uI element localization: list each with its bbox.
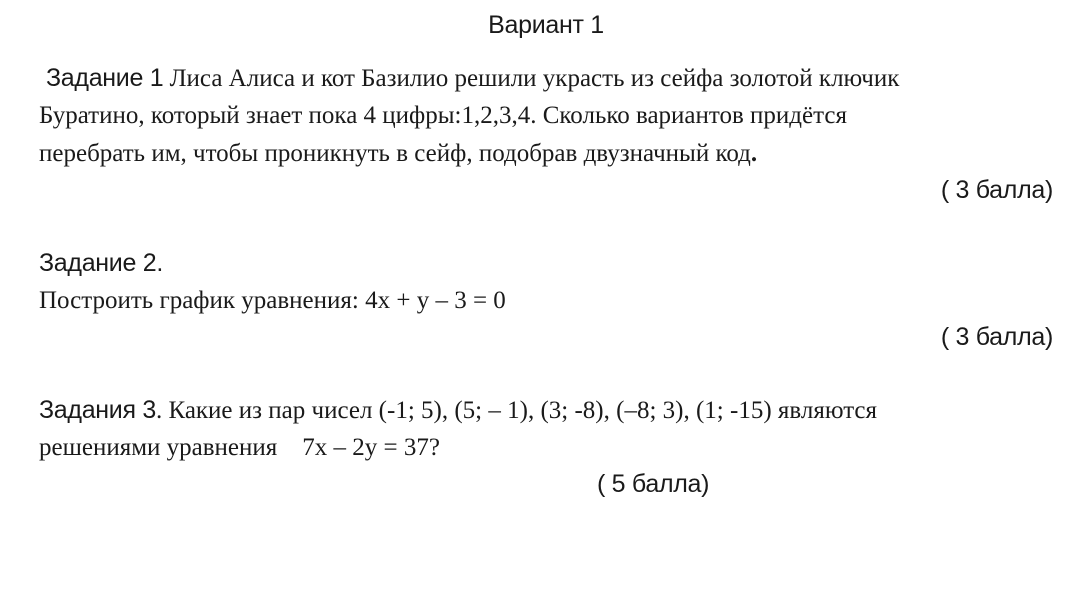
task1-text-3: перебрать им, чтобы проникнуть в сейф, подобрав двузначный код bbox=[39, 140, 751, 167]
task1-line1 bbox=[46, 63, 899, 94]
task3-score: ( 5 балла) bbox=[597, 470, 710, 498]
task1-score: ( 3 балла) bbox=[940, 176, 1053, 204]
task2-text-1: Построить график уравнения: 4х + у – 3 = 0 bbox=[39, 287, 506, 314]
task3-text-1: . Какие из пар чисел (-1; 5), (5; – 1), (3; -8), (–8; 3), (1; -15) являются bbox=[155, 397, 878, 424]
task1-text-2: Буратино, который знает пока 4 цифры:1,2,3,4. Сколько вариантов придётся bbox=[39, 102, 847, 129]
task2-label: Задание 2. bbox=[39, 249, 163, 277]
task3-text-2: решениями уравнения 7х – 2у = 37? bbox=[39, 434, 440, 461]
task3-label: Задания 3 bbox=[39, 396, 156, 424]
task2-score: ( 3 балла) bbox=[940, 323, 1053, 351]
task1-line3 bbox=[39, 139, 757, 169]
variant-title: Вариант 1 bbox=[488, 11, 604, 39]
task1-text-3-end: . bbox=[750, 140, 758, 167]
task3-line1 bbox=[39, 395, 877, 426]
task1-text-1: Лиса Алиса и кот Базилио решили украсть из сейфа золотой ключик bbox=[163, 65, 900, 92]
task1-label: Задание 1 bbox=[46, 64, 164, 92]
